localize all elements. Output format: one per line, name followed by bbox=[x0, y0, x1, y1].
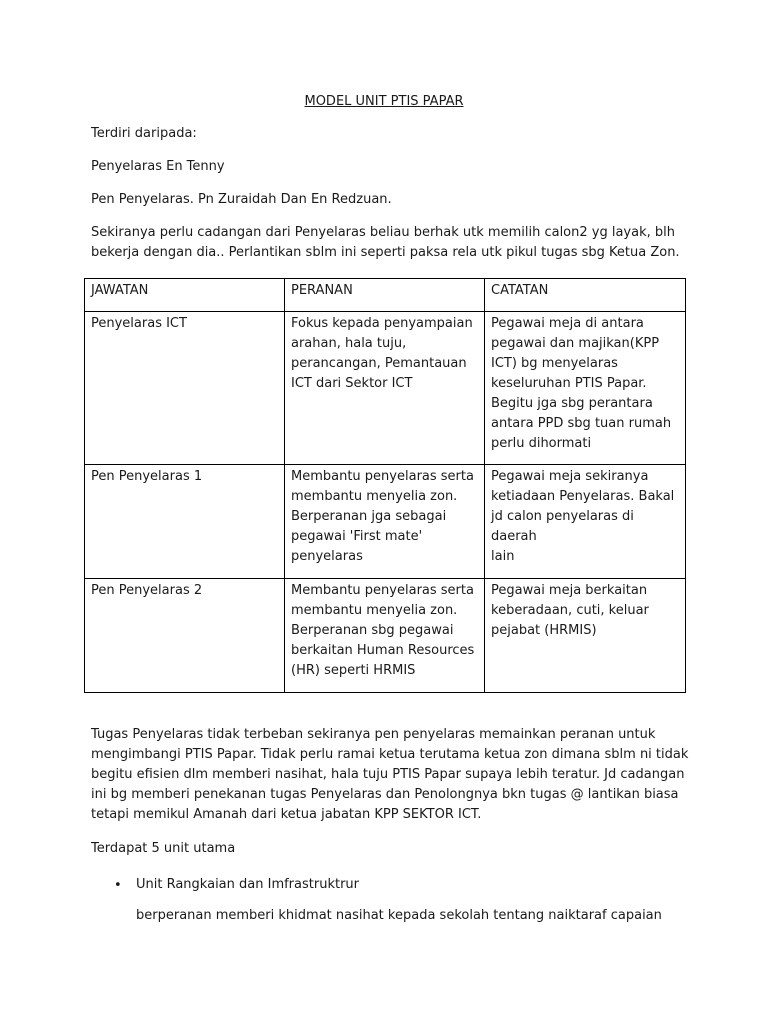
cell-line: Membantu penyelaras serta bbox=[291, 583, 474, 598]
cell-peranan bbox=[285, 579, 485, 693]
tasks-paragraph bbox=[91, 725, 691, 825]
cell-line: jd calon penyelaras di daerah bbox=[491, 509, 634, 544]
bullet-icon: • bbox=[114, 878, 122, 893]
note-line: bekerja dengan dia.. Perlantikan sblm ini seperti paksa rela utk pikul tugas sbg Ketua Zon. bbox=[91, 245, 680, 260]
cell-line: pegawai dan majikan(KPP bbox=[491, 336, 660, 351]
cell-line: keseluruhan PTIS Papar. bbox=[491, 376, 647, 391]
roles-table bbox=[84, 278, 686, 693]
cell-line: antara PPD sbg tuan rumah bbox=[491, 416, 672, 431]
cell-line: ICT dari Sektor ICT bbox=[291, 376, 413, 391]
cell-line: Pegawai meja di antara bbox=[491, 316, 644, 331]
cell-line: keberadaan, cuti, keluar bbox=[491, 603, 649, 618]
cell-line: perlu dihormati bbox=[491, 436, 592, 451]
cell-line: membantu menyelia zon. bbox=[291, 603, 458, 618]
cell-line: berkaitan Human Resources bbox=[291, 643, 475, 658]
assistant-coordinators-text: Pen Penyelaras. Pn Zuraidah Dan En Redzuan. bbox=[91, 192, 392, 207]
cell-peranan bbox=[285, 465, 485, 579]
table-row bbox=[85, 312, 686, 465]
cell-line: penyelaras bbox=[291, 549, 363, 564]
note-paragraph bbox=[91, 223, 691, 263]
coordinator-text: Penyelaras En Tenny bbox=[91, 159, 225, 174]
cell-line: pegawai 'First mate' bbox=[291, 529, 423, 544]
unit-title: Unit Rangkaian dan Imfrastruktrur bbox=[136, 877, 359, 892]
table-row bbox=[85, 579, 686, 693]
document-title: MODEL UNIT PTIS PAPAR bbox=[304, 94, 464, 109]
unit-description: berperanan memberi khidmat nasihat kepada sekolah tentang naiktaraf capaian bbox=[136, 908, 662, 923]
cell-catatan bbox=[485, 465, 686, 579]
tasks-line: mengimbangi PTIS Papar. Tidak perlu ramai ketua terutama ketua zon dimana sblm ni tidak bbox=[91, 747, 689, 762]
cell-line: membantu menyelia zon. bbox=[291, 489, 458, 504]
cell-catatan bbox=[485, 579, 686, 693]
header-jawatan: JAWATAN bbox=[85, 279, 285, 312]
cell-catatan bbox=[485, 312, 686, 465]
cell-line: ICT) bg menyelaras bbox=[491, 356, 618, 371]
table-header-row bbox=[85, 279, 686, 312]
cell-line: arahan, hala tuju, bbox=[291, 336, 407, 351]
cell-line: Membantu penyelaras serta bbox=[291, 469, 474, 484]
cell-line: (HR) seperti HRMIS bbox=[291, 663, 416, 678]
cell-line: pejabat (HRMIS) bbox=[491, 623, 597, 638]
tasks-line: Tugas Penyelaras tidak terbeban sekiranya pen penyelaras memainkan peranan untuk bbox=[91, 727, 656, 742]
cell-jawatan: Penyelaras ICT bbox=[85, 312, 285, 465]
tasks-line: begitu efisien dlm memberi nasihat, hala tuju PTIS Papar supaya lebih teratur. Jd cadangan bbox=[91, 767, 685, 782]
cell-line: Pegawai meja berkaitan bbox=[491, 583, 648, 598]
cell-line: Fokus kepada penyampaian bbox=[291, 316, 473, 331]
cell-jawatan: Pen Penyelaras 2 bbox=[85, 579, 285, 693]
intro-text: Terdiri daripada: bbox=[91, 126, 197, 141]
cell-peranan bbox=[285, 312, 485, 465]
table-row bbox=[85, 465, 686, 579]
units-intro-text: Terdapat 5 unit utama bbox=[91, 841, 236, 856]
header-peranan: PERANAN bbox=[285, 279, 485, 312]
tasks-line: ini bg memberi penekanan tugas Penyelaras dan Penolongnya bkn tugas @ lantikan biasa bbox=[91, 787, 679, 802]
header-catatan: CATATAN bbox=[485, 279, 686, 312]
cell-line: Begitu jga sbg perantara bbox=[491, 396, 653, 411]
cell-line: ketiadaan Penyelaras. Bakal bbox=[491, 489, 675, 504]
cell-line: Pegawai meja sekiranya bbox=[491, 469, 649, 484]
cell-line: Berperanan sbg pegawai bbox=[291, 623, 454, 638]
cell-line: perancangan, Pemantauan bbox=[291, 356, 467, 371]
cell-line: Berperanan jga sebagai bbox=[291, 509, 447, 524]
cell-jawatan: Pen Penyelaras 1 bbox=[85, 465, 285, 579]
note-line: Sekiranya perlu cadangan dari Penyelaras beliau berhak utk memilih calon2 yg layak, blh bbox=[91, 225, 675, 240]
tasks-line: tetapi memikul Amanah dari ketua jabatan KPP SEKTOR ICT. bbox=[91, 807, 482, 822]
cell-line: lain bbox=[491, 549, 515, 564]
